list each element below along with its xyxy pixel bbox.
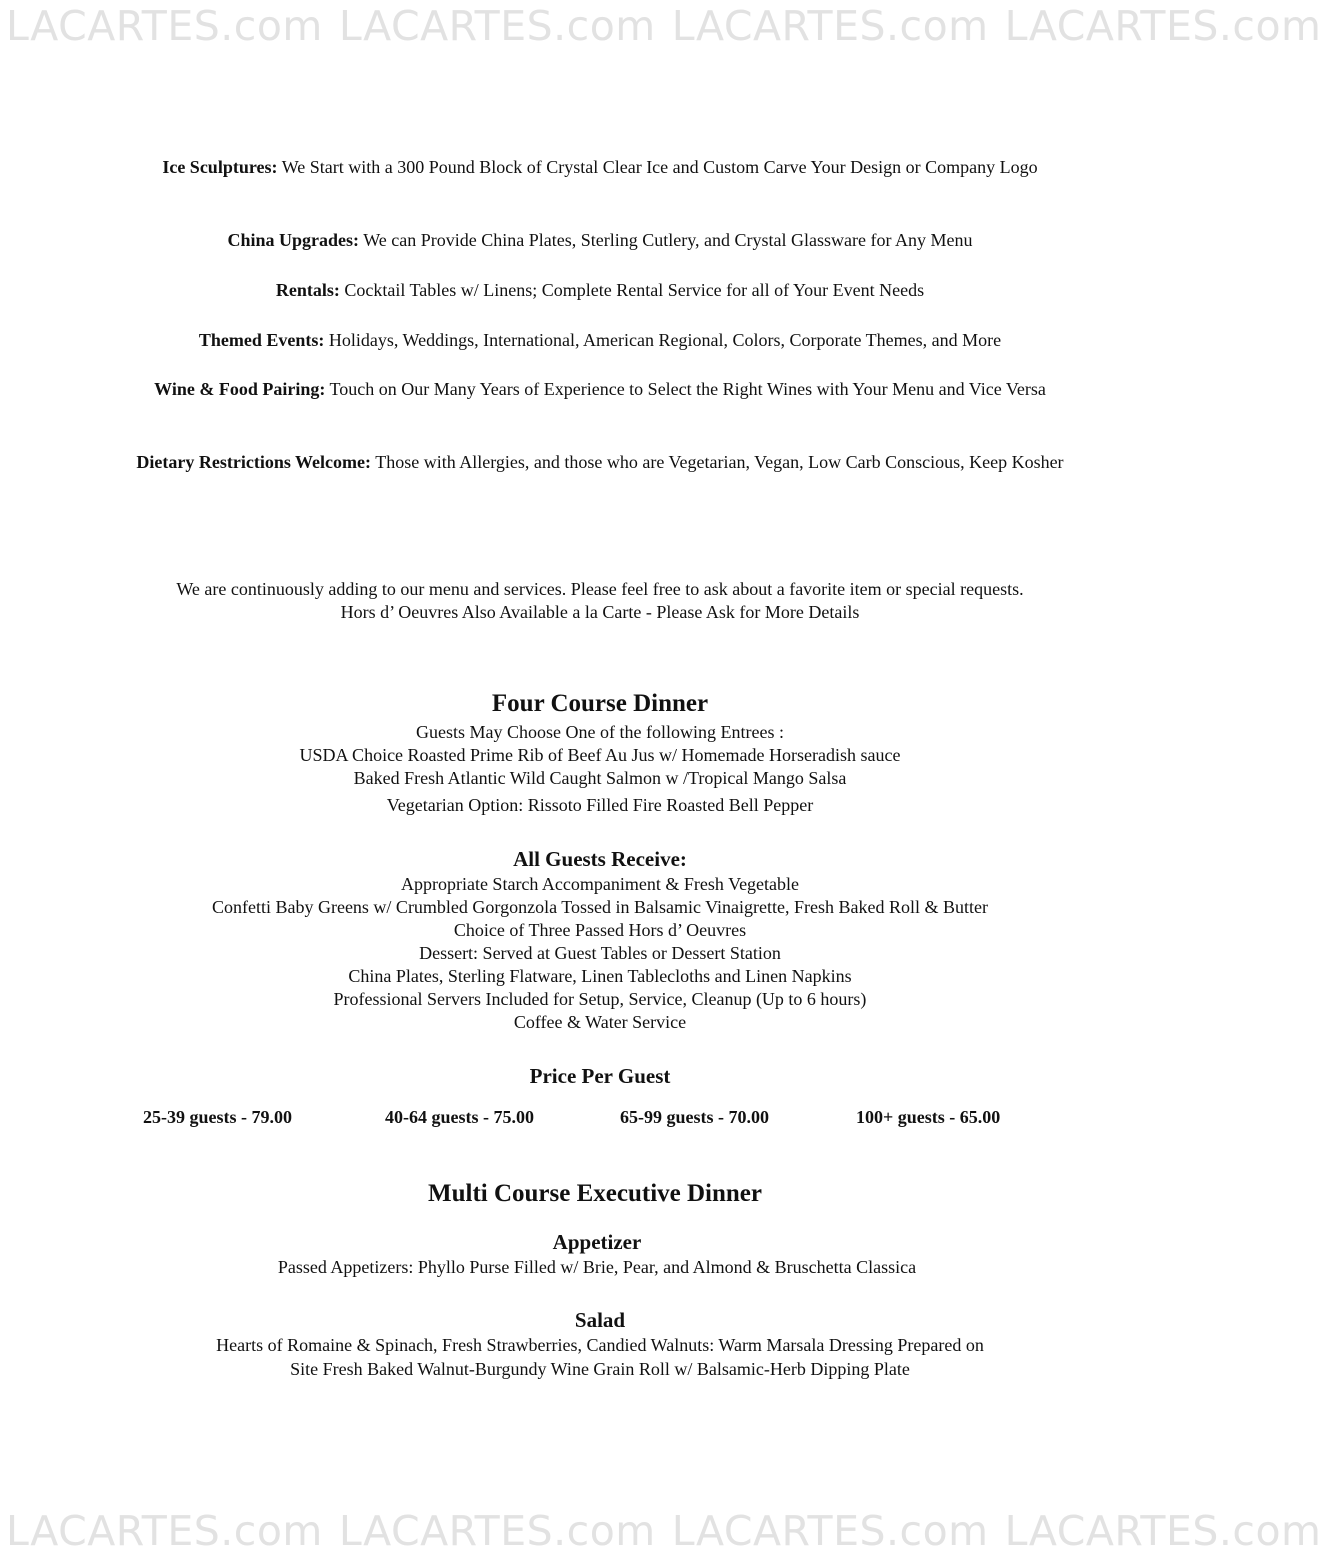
included-item: Choice of Three Passed Hors d’ Oeuvres (453, 920, 747, 940)
included-item: Coffee & Water Service (513, 1012, 687, 1032)
all-guests-title: All Guests Receive: (513, 847, 687, 871)
watermark-bottom (0, 1507, 1322, 1555)
salad-text-line-2: Site Fresh Baked Walnut-Burgundy Wine Grain Roll w/ Balsamic-Herb Dipping Plate (290, 1359, 910, 1379)
watermark-text: LACARTES.com (6, 1507, 323, 1555)
notice-line-1: We are continuously adding to our menu and services. Please feel free to ask about a favorite item or special requests. (176, 579, 1024, 599)
service-china-upgrades (130, 229, 1070, 252)
service-text: We can Provide China Plates, Sterling Cutlery, and Crystal Glassware for Any Menu (363, 230, 973, 250)
service-label: China Upgrades: (227, 230, 360, 250)
service-label: Themed Events: (198, 330, 325, 350)
entree-item: Baked Fresh Atlantic Wild Caught Salmon w /Tropical Mango Salsa (353, 768, 847, 788)
notice-line-2: Hors d’ Oeuvres Also Available a la Carte - Please Ask for More Details (340, 602, 860, 622)
price-tier: 25-39 guests - 79.00 (143, 1107, 292, 1127)
appetizer-text: Passed Appetizers: Phyllo Purse Filled w/ Brie, Pear, and Almond & Bruschetta Classica (277, 1257, 917, 1277)
watermark-top (0, 2, 1322, 50)
watermark-text: LACARTES.com (338, 2, 656, 50)
service-wine-food-pairing (130, 378, 1070, 401)
included-item: China Plates, Sterling Flatware, Linen Tablecloths and Linen Napkins (348, 966, 852, 986)
service-label: Rentals: (275, 280, 340, 300)
price-tier: 65-99 guests - 70.00 (620, 1107, 769, 1127)
executive-title: Multi Course Executive Dinner (428, 1180, 762, 1207)
service-text: Touch on Our Many Years of Experience to Select the Right Wines with Your Menu and Vice Versa (329, 379, 1046, 399)
service-label: Dietary Restrictions Welcome: (136, 452, 372, 472)
price-tier: 40-64 guests - 75.00 (385, 1107, 534, 1127)
price-tier: 100+ guests - 65.00 (856, 1107, 1001, 1127)
watermark-text: LACARTES.com (338, 1507, 656, 1555)
salad-title: Salad (574, 1308, 626, 1332)
service-ice-sculptures (130, 156, 1070, 179)
service-label: Wine & Food Pairing: (154, 379, 326, 399)
service-text: We Start with a 300 Pound Block of Crystal Clear Ice and Custom Carve Your Design or Company Logo (281, 157, 1038, 177)
service-label: Ice Sculptures: (162, 157, 278, 177)
entree-item: USDA Choice Roasted Prime Rib of Beef Au Jus w/ Homemade Horseradish sauce (299, 745, 901, 765)
service-themed-events (130, 329, 1070, 352)
entree-item: Vegetarian Option: Rissoto Filled Fire Roasted Bell Pepper (386, 795, 814, 815)
service-text: Holidays, Weddings, International, American Regional, Colors, Corporate Themes, and More (328, 330, 1002, 350)
entrees-intro: Guests May Choose One of the following Entrees : (416, 722, 784, 742)
watermark-text: LACARTES.com (1004, 2, 1322, 50)
service-rentals (130, 279, 1070, 302)
watermark-text: LACARTES.com (6, 2, 323, 50)
watermark-text: LACARTES.com (671, 2, 989, 50)
included-item: Appropriate Starch Accompaniment & Fresh Vegetable (400, 874, 800, 894)
included-item: Confetti Baby Greens w/ Crumbled Gorgonzola Tossed in Balsamic Vinaigrette, Fresh Baked Roll & Butter (211, 897, 989, 917)
watermark-text: LACARTES.com (1004, 1507, 1322, 1555)
included-item: Professional Servers Included for Setup, Service, Cleanup (Up to 6 hours) (333, 989, 867, 1009)
service-text: Cocktail Tables w/ Linens; Complete Rental Service for all of Your Event Needs (344, 280, 925, 300)
salad-text-line-1: Hearts of Romaine & Spinach, Fresh Strawberries, Candied Walnuts: Warm Marsala Dressing Prepared on (216, 1335, 984, 1355)
notice (160, 578, 1040, 624)
appetizer-title: Appetizer (552, 1230, 642, 1254)
included-item: Dessert: Served at Guest Tables or Dessert Station (419, 943, 781, 963)
price-title: Price Per Guest (529, 1064, 671, 1088)
service-text: Those with Allergies, and those who are Vegetarian, Vegan, Low Carb Conscious, Keep Kosher (375, 452, 1064, 472)
four-course-title: Four Course Dinner (491, 690, 709, 717)
service-dietary-restrictions (130, 451, 1070, 474)
watermark-text: LACARTES.com (671, 1507, 989, 1555)
